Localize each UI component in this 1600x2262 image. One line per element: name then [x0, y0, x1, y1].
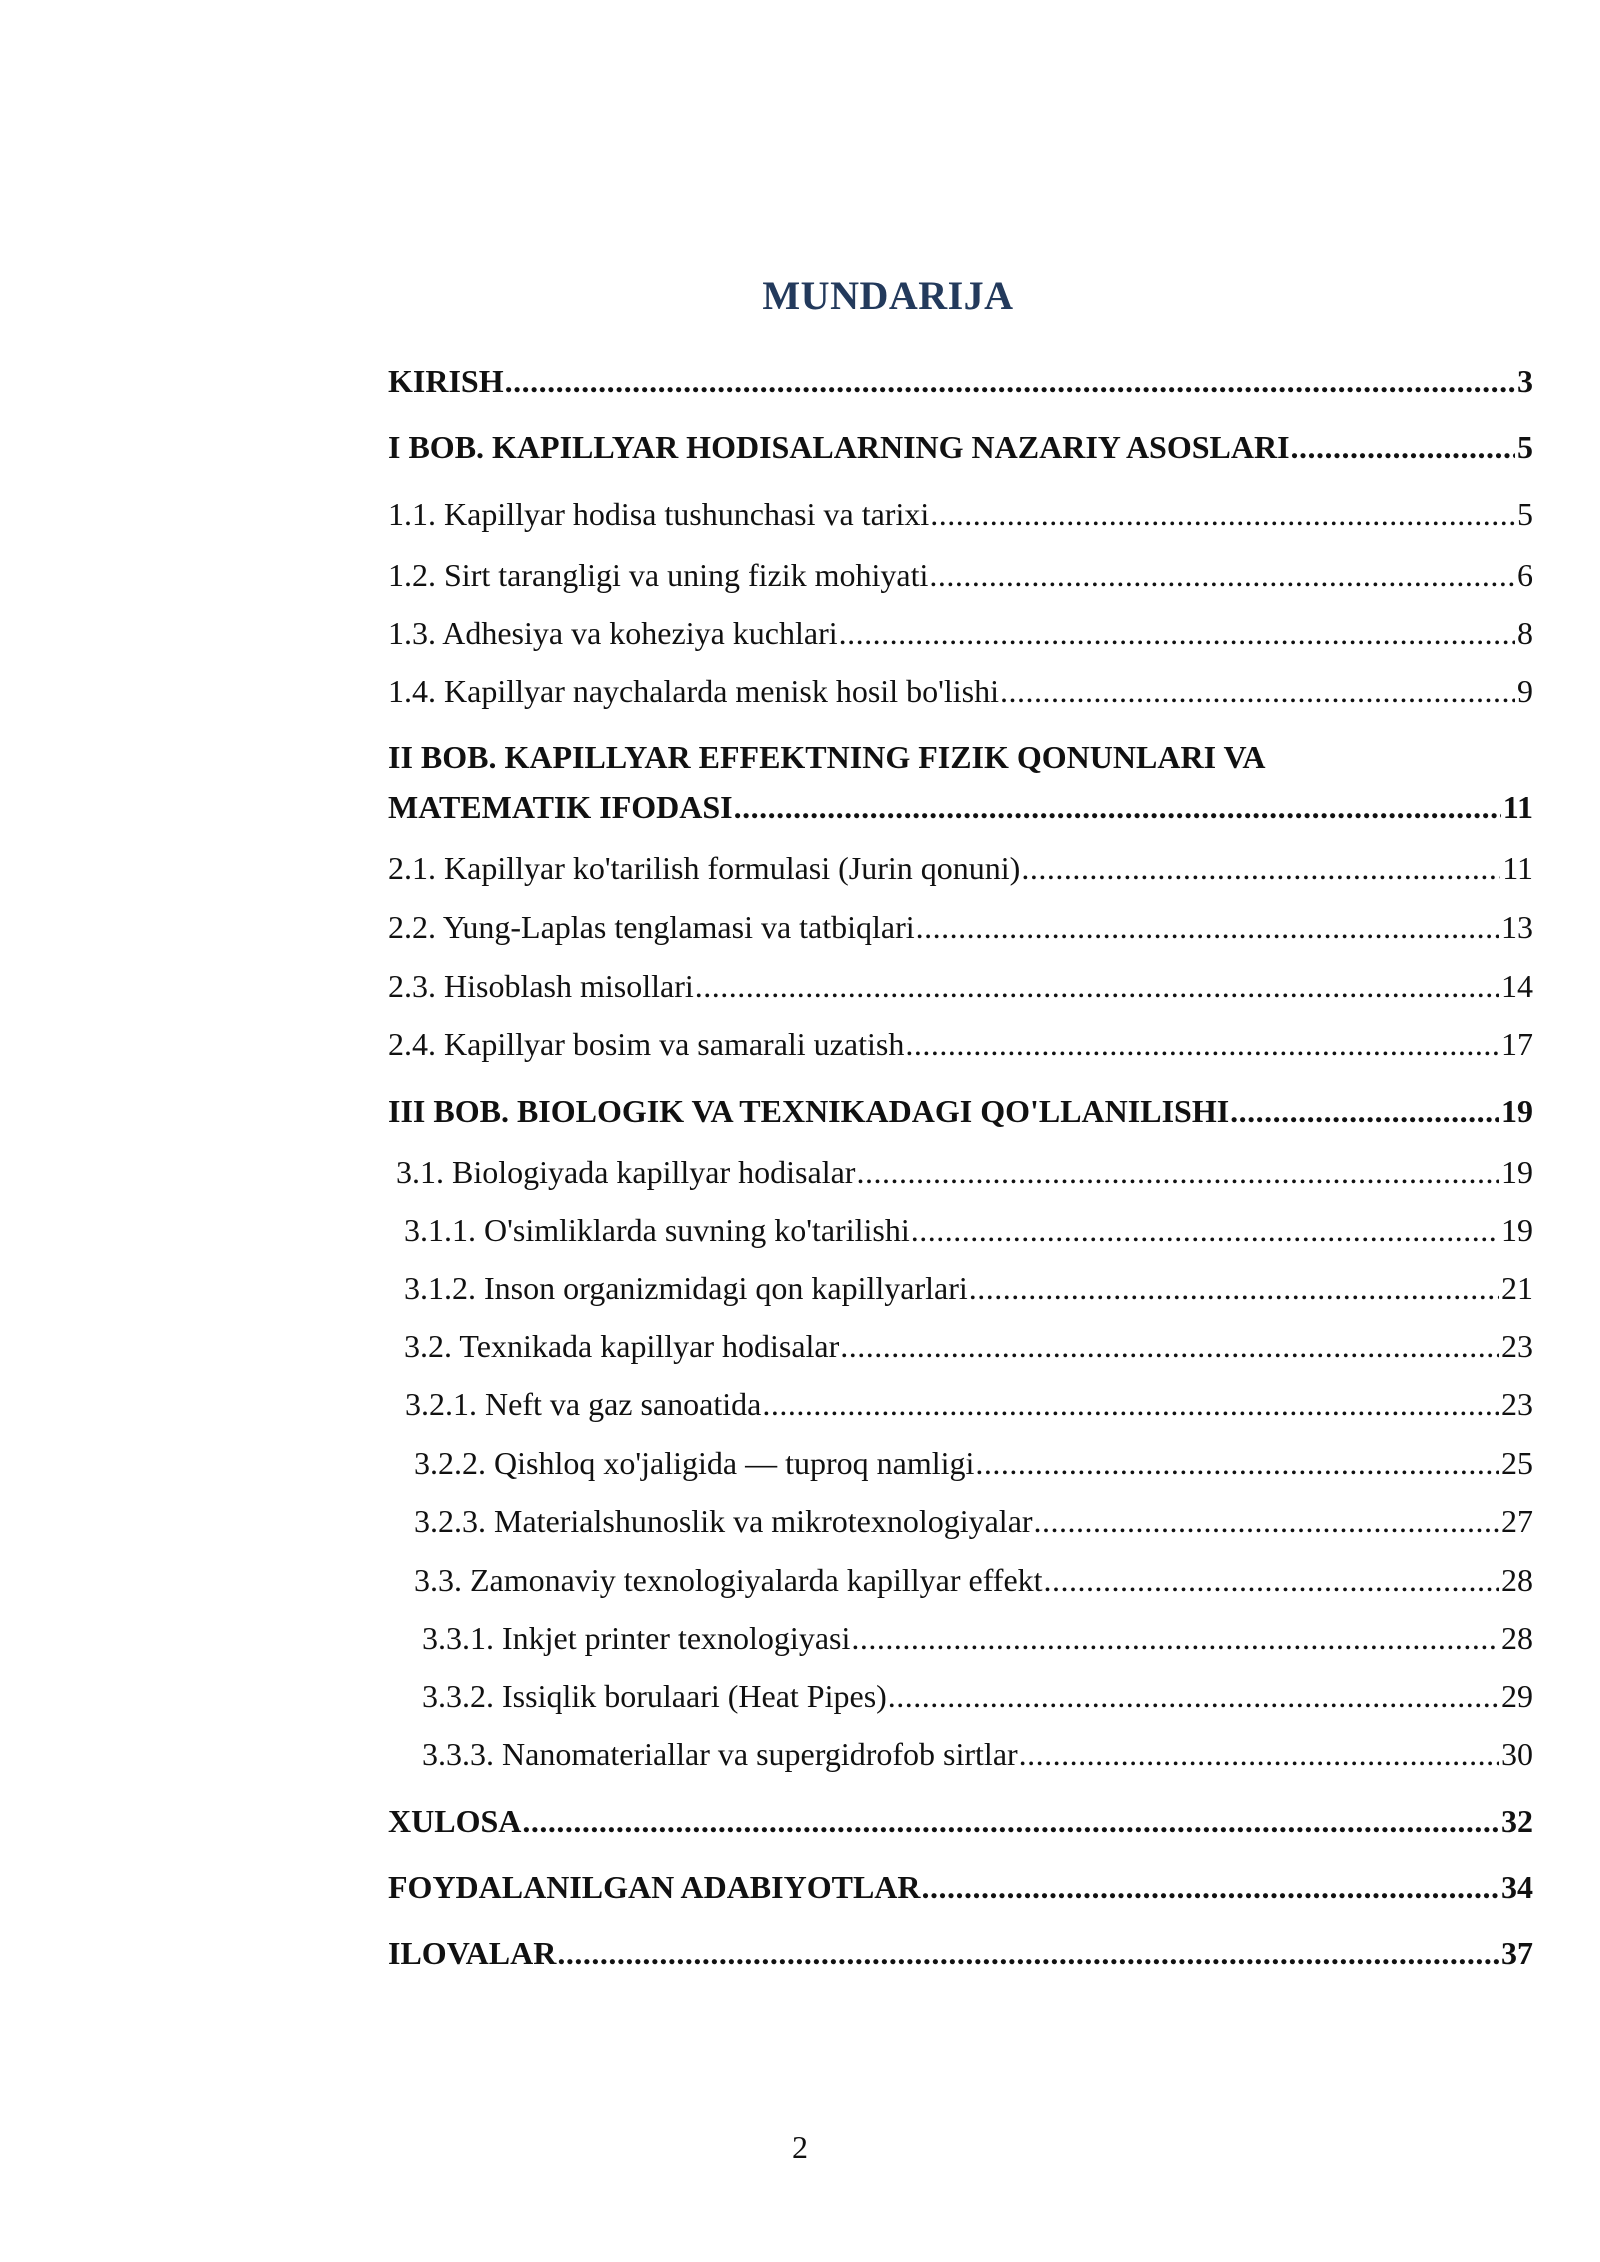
toc-entry-label: 1.1. Kapillyar hodisa tushunchasi va tarixi — [388, 496, 930, 532]
toc-entry-page: 8 — [1517, 615, 1533, 651]
dot-leader — [1019, 1731, 1499, 1777]
toc-entry[interactable] — [388, 424, 1533, 470]
dot-leader — [734, 784, 1501, 830]
dot-leader — [1034, 1498, 1499, 1544]
dot-leader — [888, 1673, 1499, 1719]
dot-leader — [922, 1864, 1500, 1910]
toc-entry-page: 21 — [1501, 1270, 1533, 1306]
toc-entry-label: 1.2. Sirt tarangligi va uning fizik mohiyati — [388, 557, 929, 593]
dot-leader — [851, 1615, 1499, 1661]
toc-entry-label: 3.2.3. Materialshunoslik va mikrotexnologiyalar — [414, 1503, 1033, 1539]
toc-entry-label: ILOVALAR — [388, 1935, 557, 1971]
toc-entry[interactable] — [404, 1323, 1533, 1369]
toc-entry-label: 3.1.1. O'simliklarda suvning ko'tarilishi — [404, 1212, 910, 1248]
dot-leader — [695, 963, 1499, 1009]
toc-entry[interactable] — [405, 1381, 1533, 1427]
toc-entry-page: 11 — [1502, 789, 1533, 825]
dot-leader — [1230, 1088, 1499, 1134]
toc-entry[interactable] — [388, 491, 1533, 537]
toc-entry-page: 32 — [1501, 1803, 1533, 1839]
toc-entry-label: 3.3.2. Issiqlik borulaari (Heat Pipes) — [422, 1678, 887, 1714]
dot-leader — [975, 1440, 1499, 1486]
dot-leader — [930, 491, 1515, 537]
toc-entry-label: 3.3.3. Nanomateriallar va supergidrofob sirtlar — [422, 1736, 1018, 1772]
toc-entry-page: 23 — [1501, 1386, 1533, 1422]
toc-entry-page: 23 — [1501, 1328, 1533, 1364]
toc-entry[interactable] — [404, 1265, 1533, 1311]
toc-entry[interactable] — [414, 1498, 1533, 1544]
dot-leader — [911, 1207, 1499, 1253]
dot-leader — [1291, 424, 1515, 470]
toc-entry[interactable] — [388, 1798, 1533, 1844]
toc-entry[interactable] — [388, 1930, 1533, 1976]
toc-entry-label: 2.3. Hisoblash misollari — [388, 968, 694, 1004]
toc-entry-label: 2.1. Kapillyar ko'tarilish formulasi (Jurin qonuni) — [388, 850, 1021, 886]
toc-entry[interactable] — [422, 1731, 1533, 1777]
toc-entry[interactable] — [422, 1615, 1533, 1661]
toc-entry-label: III BOB. BIOLOGIK VA TEXNIKADAGI QO'LLANILISHI — [388, 1093, 1230, 1129]
toc-entry-label: I BOB. KAPILLYAR HODISALARNING NAZARIY ASOSLARI — [388, 429, 1290, 465]
toc-entry[interactable] — [388, 358, 1533, 404]
toc-entry[interactable] — [388, 1864, 1533, 1910]
toc-entry[interactable] — [388, 739, 1533, 830]
toc-entry-page: 28 — [1501, 1620, 1533, 1656]
toc-entry-page: 9 — [1517, 673, 1533, 709]
page-number: 2 — [792, 2129, 808, 2165]
toc-entry-label: MATEMATIK IFODASI — [388, 789, 733, 825]
toc-entry[interactable] — [414, 1440, 1533, 1486]
toc-entry-label: 3.1. Biologiyada kapillyar hodisalar — [396, 1154, 856, 1190]
toc-entry-page: 19 — [1501, 1212, 1533, 1248]
toc-entry-label: 1.3. Adhesiya va koheziya kuchlari — [388, 615, 838, 651]
dot-leader — [839, 610, 1515, 656]
toc-entry[interactable] — [388, 1021, 1533, 1067]
toc-entry-page: 19 — [1501, 1093, 1533, 1129]
toc-entry-page: 19 — [1501, 1154, 1533, 1190]
toc-entry-page: 13 — [1501, 909, 1533, 945]
toc-entry-page: 29 — [1501, 1678, 1533, 1714]
dot-leader — [1000, 668, 1515, 714]
dot-leader — [905, 1021, 1499, 1067]
dot-leader — [969, 1265, 1499, 1311]
toc-entry[interactable] — [388, 1088, 1533, 1134]
toc-entry[interactable] — [388, 668, 1533, 714]
toc-entry-page: 11 — [1502, 850, 1533, 886]
toc-entry-label: 3.2.1. Neft va gaz sanoatida — [405, 1386, 762, 1422]
toc-entry-label: XULOSA — [388, 1803, 522, 1839]
toc-entry-page: 14 — [1501, 968, 1533, 1004]
toc-entry-label-line1: II BOB. KAPILLYAR EFFEKTNING FIZIK QONUNLARI VA — [388, 739, 1266, 775]
toc-entry-page: 27 — [1501, 1503, 1533, 1539]
toc-entry-page: 6 — [1517, 557, 1533, 593]
dot-leader — [762, 1381, 1499, 1427]
toc-title: MUNDARIJA — [762, 273, 1014, 318]
toc-entry-page: 25 — [1501, 1445, 1533, 1481]
toc-entry-page: 5 — [1517, 429, 1533, 465]
toc-entry-label: 3.3.1. Inkjet printer texnologiyasi — [422, 1620, 851, 1656]
dot-leader — [916, 904, 1499, 950]
toc-entry-label: 2.4. Kapillyar bosim va samarali uzatish — [388, 1026, 905, 1062]
toc-entry-label: 3.2.2. Qishloq xo'jaligida — tuproq namligi — [414, 1445, 975, 1481]
toc-entry[interactable] — [388, 904, 1533, 950]
toc-entry-page: 3 — [1517, 363, 1533, 399]
toc-entry[interactable] — [422, 1673, 1533, 1719]
toc-entry[interactable] — [388, 845, 1533, 891]
toc-entry-page: 34 — [1501, 1869, 1533, 1905]
toc-entry-page: 28 — [1501, 1562, 1533, 1598]
dot-leader — [522, 1798, 1499, 1844]
toc-entry[interactable] — [388, 610, 1533, 656]
dot-leader — [557, 1930, 1499, 1976]
dot-leader — [856, 1149, 1499, 1195]
toc-entry-page: 5 — [1517, 496, 1533, 532]
dot-leader — [840, 1323, 1499, 1369]
toc-entry[interactable] — [404, 1207, 1533, 1253]
toc-entry[interactable] — [388, 963, 1533, 1009]
toc-entry-page: 30 — [1501, 1736, 1533, 1772]
dot-leader — [929, 552, 1515, 598]
toc-entry-label: 3.3. Zamonaviy texnologiyalarda kapillyar effekt — [414, 1562, 1043, 1598]
dot-leader — [505, 358, 1515, 404]
toc-entry-page: 17 — [1501, 1026, 1533, 1062]
toc-entry-label: 2.2. Yung-Laplas tenglamasi va tatbiqlari — [388, 909, 915, 945]
toc-entry[interactable] — [396, 1149, 1533, 1195]
toc-entry-label: 3.2. Texnikada kapillyar hodisalar — [404, 1328, 840, 1364]
toc-entry-label: KIRISH — [388, 363, 504, 399]
toc-entry-page: 37 — [1501, 1935, 1533, 1971]
toc-entry[interactable] — [388, 552, 1533, 598]
toc-entry-label: 3.1.2. Inson organizmidagi qon kapillyarlari — [404, 1270, 968, 1306]
toc-entry[interactable] — [414, 1557, 1533, 1603]
dot-leader — [1044, 1557, 1499, 1603]
toc-entry-label: 1.4. Kapillyar naychalarda menisk hosil bo'lishi — [388, 673, 999, 709]
dot-leader — [1021, 845, 1500, 891]
toc-entry-label: FOYDALANILGAN ADABIYOTLAR — [388, 1869, 921, 1905]
